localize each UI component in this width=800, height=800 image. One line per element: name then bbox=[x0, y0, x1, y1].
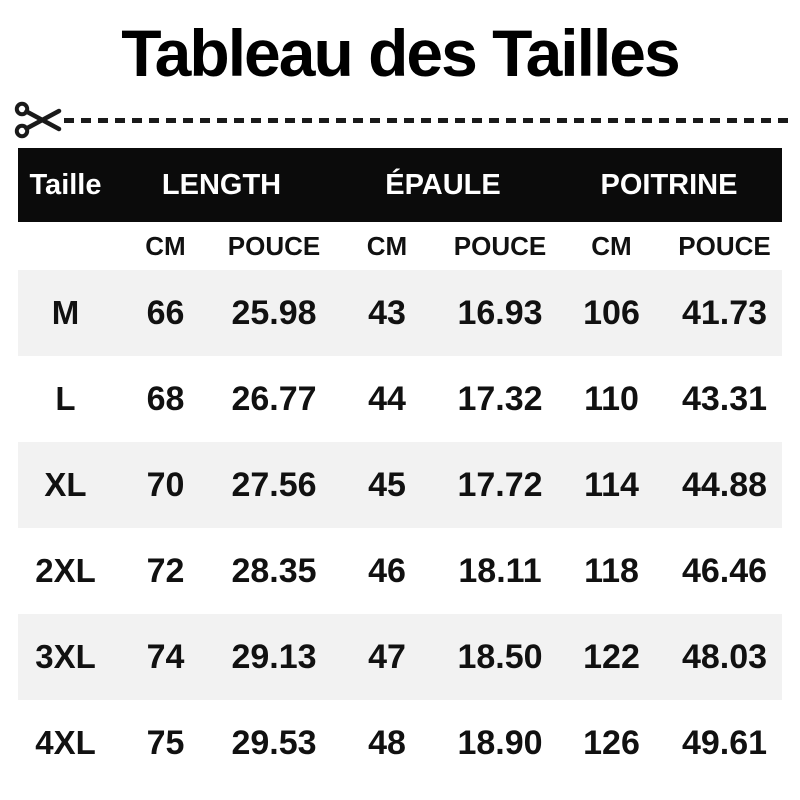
table-row bbox=[18, 528, 782, 614]
value-cell: 26.77 bbox=[231, 379, 317, 418]
size-label: 4XL bbox=[35, 724, 96, 761]
header-size: Taille bbox=[29, 168, 102, 201]
value-cell: 75 bbox=[146, 723, 185, 762]
value-cell: 126 bbox=[583, 723, 640, 762]
value-cell: 17.72 bbox=[457, 465, 543, 504]
value-cell: 122 bbox=[583, 637, 640, 676]
size-label: M bbox=[51, 294, 80, 331]
value-cell: 43.31 bbox=[681, 379, 768, 418]
header-poitrine: POITRINE bbox=[600, 168, 738, 201]
value-cell: 47 bbox=[368, 637, 406, 676]
value-cell: 46.46 bbox=[681, 551, 768, 590]
size-table bbox=[18, 148, 782, 786]
subheader-cm: CM bbox=[591, 230, 632, 261]
table-row bbox=[18, 614, 782, 700]
value-cell: 18.11 bbox=[458, 551, 542, 590]
value-cell: 18.50 bbox=[457, 637, 543, 676]
value-cell: 41.73 bbox=[681, 293, 768, 332]
value-cell: 27.56 bbox=[231, 465, 317, 504]
table-header-row bbox=[18, 148, 782, 222]
header-length: LENGTH bbox=[161, 168, 282, 201]
value-cell: 48 bbox=[368, 723, 406, 762]
value-cell: 48.03 bbox=[681, 637, 768, 676]
value-cell: 29.13 bbox=[231, 637, 317, 676]
size-label: 2XL bbox=[35, 552, 96, 589]
value-cell: 46 bbox=[368, 551, 406, 590]
value-cell: 118 bbox=[584, 551, 639, 590]
value-cell: 72 bbox=[146, 551, 185, 590]
value-cell: 43 bbox=[368, 293, 406, 332]
subheader-pouce: POUCE bbox=[678, 230, 771, 261]
value-cell: 28.35 bbox=[231, 551, 317, 590]
subheader-cm: CM bbox=[145, 230, 186, 261]
value-cell: 29.53 bbox=[231, 723, 317, 762]
table-row bbox=[18, 442, 782, 528]
value-cell: 74 bbox=[146, 637, 185, 676]
value-cell: 66 bbox=[146, 293, 185, 332]
value-cell: 110 bbox=[584, 379, 639, 418]
size-label: 3XL bbox=[35, 638, 96, 675]
value-cell: 17.32 bbox=[457, 379, 543, 418]
value-cell: 106 bbox=[583, 293, 640, 332]
value-cell: 18.90 bbox=[457, 723, 543, 762]
header-epaule: ÉPAULE bbox=[385, 168, 501, 201]
subheader-pouce: POUCE bbox=[453, 230, 547, 261]
value-cell: 44 bbox=[368, 379, 406, 418]
value-cell: 16.93 bbox=[457, 293, 543, 332]
size-label: XL bbox=[44, 466, 87, 503]
subheader-pouce: POUCE bbox=[227, 230, 321, 261]
table-row bbox=[18, 270, 782, 356]
value-cell: 25.98 bbox=[231, 293, 317, 332]
page-title: Tableau des Tailles bbox=[121, 16, 679, 90]
table-row bbox=[18, 700, 782, 786]
value-cell: 44.88 bbox=[681, 465, 768, 504]
size-label: L bbox=[55, 380, 76, 417]
table-row bbox=[18, 356, 782, 442]
value-cell: 45 bbox=[368, 465, 406, 504]
table-subheader-row bbox=[18, 222, 782, 270]
value-cell: 114 bbox=[584, 465, 639, 504]
subheader-cm: CM bbox=[366, 230, 408, 261]
value-cell: 49.61 bbox=[681, 723, 768, 762]
value-cell: 70 bbox=[146, 465, 185, 504]
scissors-icon bbox=[14, 99, 62, 141]
dashed-cut-line bbox=[64, 118, 790, 123]
value-cell: 68 bbox=[146, 379, 185, 418]
cut-line bbox=[14, 98, 790, 142]
